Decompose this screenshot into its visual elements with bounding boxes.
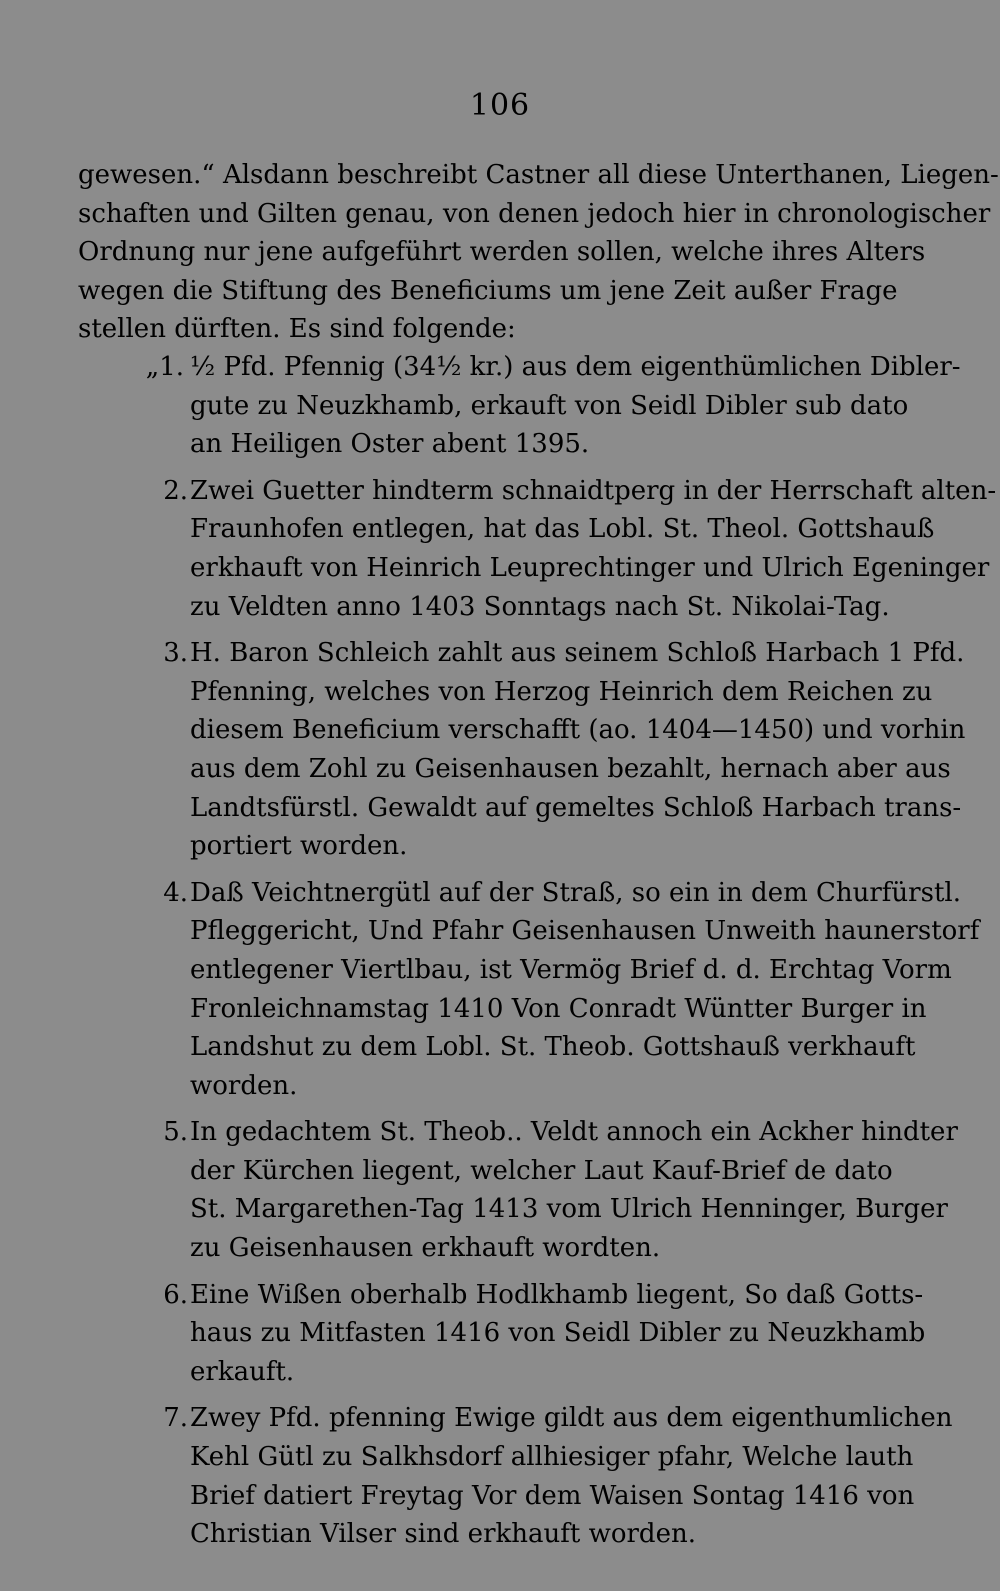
list-item-line: ½ Pfd. Pfennig (34½ kr.) aus dem eigenthümlichen Dibler- bbox=[190, 352, 961, 382]
page-number: 106 bbox=[469, 88, 531, 123]
list-item-line: portiert worden. bbox=[190, 831, 408, 862]
list-item bbox=[78, 874, 980, 1106]
list-item bbox=[78, 472, 997, 626]
list-item-line: Landtsfürstl. Gewaldt auf gemeltes Schloß Harbach trans- bbox=[190, 792, 962, 823]
list-item-line: Zwei Guetter hindterm schnaidtperg in der Herrschaft alten- bbox=[190, 475, 997, 506]
list-item-number: 6. bbox=[163, 1279, 188, 1310]
list-item-line: H. Baron Schleich zahlt aus seinem Schloß Harbach 1 Pfd. bbox=[190, 638, 965, 669]
intro-line: Ordnung nur jene aufgeführt werden sollen, welche ihres Alters bbox=[78, 237, 926, 268]
intro-paragraph bbox=[78, 156, 999, 349]
list-item bbox=[78, 1276, 926, 1392]
list-item bbox=[78, 1399, 953, 1553]
list-item-line: Kehl Gütl zu Salkhsdorf allhiesiger pfahr, Welche lauth bbox=[190, 1442, 914, 1473]
list-item-number: 3. bbox=[163, 638, 188, 669]
list-item-line: St. Margarethen-Tag 1413 vom Ulrich Henninger, Burger bbox=[190, 1194, 948, 1225]
intro-line: schaften und Gilten genau, von denen jedoch hier in chronologischer bbox=[78, 198, 991, 229]
list-item-line: entlegener Viertlbau, ist Vermög Brief d. d. Erchtag Vorm bbox=[190, 954, 952, 985]
list-item-number: 4. bbox=[163, 877, 188, 908]
intro-line: stellen dürften. Es sind folgende: bbox=[78, 314, 516, 345]
list-item-line: Pfenning, welches von Herzog Heinrich dem Reichen zu bbox=[190, 676, 933, 707]
list-item-line: Eine Wißen oberhalb Hodlkhamb liegent, So daß Gotts- bbox=[190, 1279, 924, 1310]
list-item-line: Pfleggericht, Und Pfahr Geisenhausen Unweith haunerstorf bbox=[190, 916, 980, 947]
list-item-line: worden. bbox=[190, 1070, 298, 1101]
list-item-line: Fraunhofen entlegen, hat das Lobl. St. Theol. Gottshauß bbox=[190, 514, 935, 545]
list-item-number: 5. bbox=[163, 1117, 188, 1148]
list-item bbox=[78, 348, 961, 464]
list-item-line: haus zu Mitfasten 1416 von Seidl Dibler zu Neuzkhamb bbox=[190, 1318, 926, 1349]
list-item-line: aus dem Zohl zu Geisenhausen bezahlt, hernach aber aus bbox=[190, 753, 951, 784]
list-item-line: In gedachtem St. Theob.. Veldt annoch ein Ackher hindter bbox=[190, 1117, 958, 1148]
list-item-line: Daß Veichtnergütl auf der Straß, so ein in dem Churfürstl. bbox=[190, 877, 961, 908]
list-item-line: gute zu Neuzkhamb, erkauft von Seidl Dibler sub dato bbox=[190, 390, 909, 421]
list-item-line: der Kürchen liegent, welcher Laut Kauf-Brief de dato bbox=[190, 1155, 893, 1186]
intro-line: gewesen.“ Alsdann beschreibt Castner all diese Unterthanen, Liegen- bbox=[78, 160, 999, 190]
list-item-line: Christian Vilser sind erkhauft worden. bbox=[190, 1519, 696, 1550]
list-item-line: an Heiligen Oster abent 1395. bbox=[190, 429, 590, 460]
intro-line: wegen die Stiftung des Beneficiums um jene Zeit außer Frage bbox=[78, 275, 898, 306]
list-item-line: Landshut zu dem Lobl. St. Theob. Gottshauß verkhauft bbox=[190, 1032, 916, 1063]
list-item-line: Zwey Pfd. pfenning Ewige gildt aus dem eigenthumlichen bbox=[190, 1403, 953, 1434]
list-item bbox=[78, 1113, 958, 1267]
list-item-number: 2. bbox=[163, 475, 188, 506]
list-item-line: erkhauft von Heinrich Leuprechtinger und Ulrich Egeninger bbox=[190, 552, 990, 583]
list-item-number: „1. bbox=[145, 352, 184, 382]
list-item-line: zu Geisenhausen erkhauft wordten. bbox=[190, 1233, 661, 1264]
list-item-line: diesem Beneficium verschafft (ao. 1404—1450) und vorhin bbox=[190, 715, 966, 746]
numbered-list bbox=[78, 348, 997, 1562]
list-item-number: 7. bbox=[163, 1403, 188, 1434]
list-item-line: Brief datiert Freytag Vor dem Waisen Sontag 1416 von bbox=[190, 1480, 915, 1511]
list-item bbox=[78, 634, 966, 866]
list-item-line: zu Veldten anno 1403 Sonntags nach St. Nikolai-Tag. bbox=[190, 591, 890, 622]
list-item-line: Fronleichnamstag 1410 Von Conradt Wüntter Burger in bbox=[190, 993, 927, 1024]
list-item-line: erkauft. bbox=[190, 1356, 295, 1387]
